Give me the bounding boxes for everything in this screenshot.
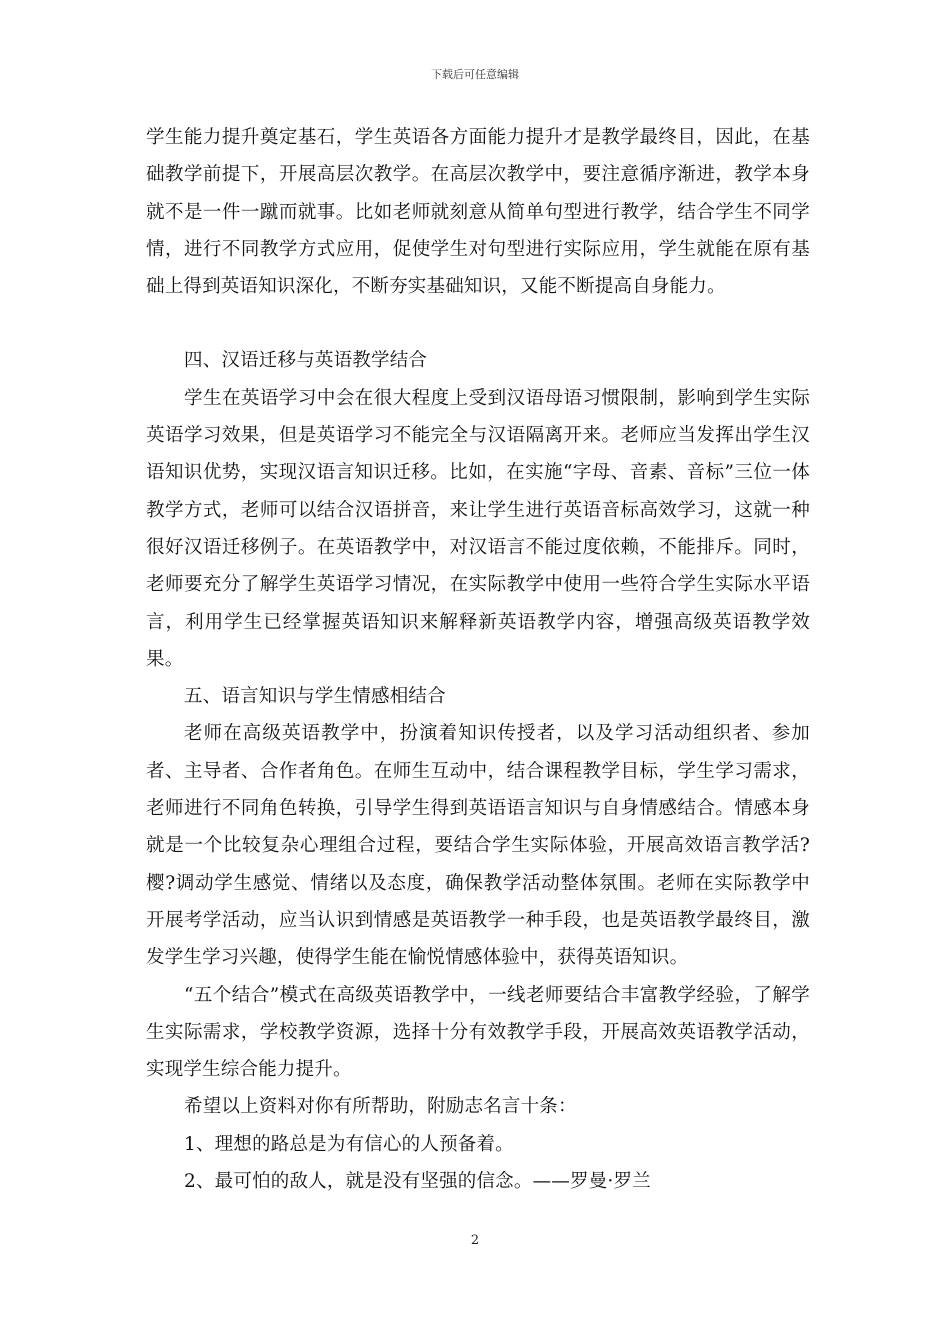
paragraph-emotion: 老师在高级英语教学中，扮演着知识传授者，以及学习活动组织者、参加者、主导者、合作者角色。在师生互动中，结合课程教学目标，学生学习需求，老师进行不同角色转换，引导学生得到英语语言知识与自身情感结合。情感本身就是一个比较复杂心理组合过程，要结合学生实际体验，开展高效语言教学活?樱?调动学生感觉、情绪以及态度，确保教学活动整体氛围。老师在实际教学中开展考学活动，应当认识到情感是英语教学一种手段，也是英语教学最终目，激发学生学习兴趣，使得学生能在愉悦情感体验中，获得英语知识。 <box>146 723 810 969</box>
section-heading-5: 五、语言知识与学生情感相结合 <box>184 686 446 708</box>
page-header: 下载后可任意编辑 <box>431 68 519 81</box>
paragraph-chinese-transfer: 学生在英语学习中会在很大程度上受到汉语母语习惯限制，影响到学生实际英语学习效果，但是英语学习不能完全与汉语隔离开来。老师应当发挥出学生汉语知识优势，实现汉语言知识迁移。比如，在实施“字母、音素、音标”三位一体教学方式，老师可以结合汉语拼音，来让学生进行英语音标高效学习，这就一种很好汉语迁移例子。在英语教学中，对汉语言不能过度依赖，不能排斥。同时，老师要充分了解学生英语学习情况，在实际教学中使用一些符合学生实际水平语言，利用学生已经掌握英语知识来解释新英语教学内容，增强高级英语教学效果。 <box>146 387 810 670</box>
page-number: 2 <box>470 1233 480 1248</box>
section-heading-4: 四、汉语迁移与英语教学结合 <box>184 350 428 372</box>
document-body <box>146 119 810 1200</box>
paragraph-continuation: 学生能力提升奠定基石，学生英语各方面能力提升才是教学最终目，因此，在基础教学前提下，开展高层次教学。在高层次教学中，要注意循序渐进，教学本身就不是一件一蹴而就事。比如老师就刻意从简单句型进行教学，结合学生不同学情，进行不同教学方式应用，促使学生对句型进行实际应用，学生就能在原有基础上得到英语知识深化，不断夯实基础知识，又能不断提高自身能力。 <box>146 127 810 298</box>
quote-item-1: 1、理想的路总是为有信心的人预备着。 <box>184 1133 514 1155</box>
paragraph-closing-note: 希望以上资料对你有所帮助，附励志名言十条： <box>184 1096 577 1118</box>
paragraph-conclusion: “五个结合”模式在高级英语教学中，一线老师要结合丰富教学经验，了解学生实际需求，学校教学资源，选择十分有效教学手段，开展高效英语教学活动，实现学生综合能力提升。 <box>146 984 810 1081</box>
quote-item-2: 2、最可怕的敌人，就是没有坚强的信念。——罗曼·罗兰 <box>184 1171 651 1193</box>
paragraph-gap <box>146 305 810 342</box>
